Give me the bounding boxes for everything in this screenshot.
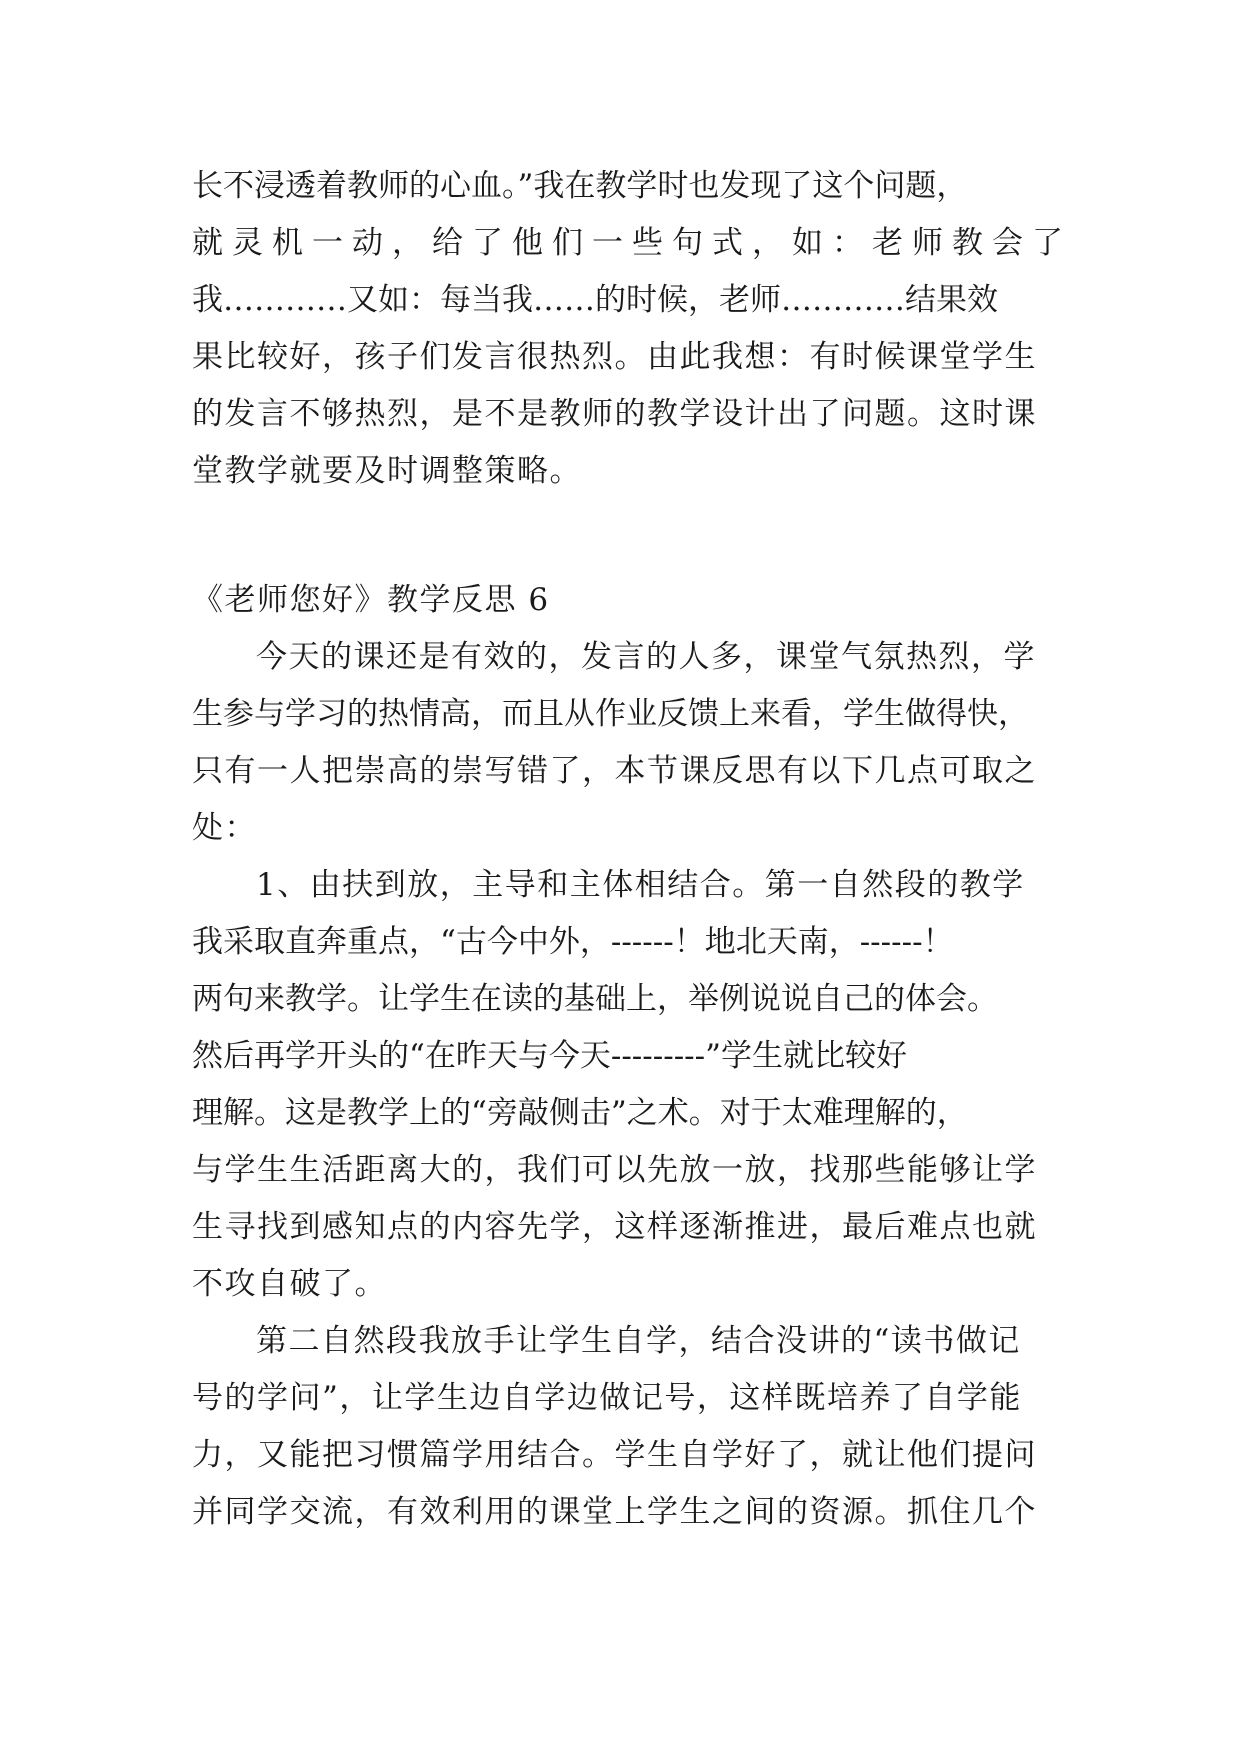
text-line: 并同学交流，有效利用的课堂上学生之间的资源。抓住几个 (192, 1494, 1037, 1530)
text-line: 的发言不够热烈，是不是教师的教学设计出了问题。这时课 (192, 396, 1037, 432)
text-line: 力，又能把习惯篇学用结合。学生自学好了，就让他们提问 (192, 1437, 1037, 1473)
text-line: 两句来教学。让学生在读的基础上，举例说说自己的体会。 (192, 981, 998, 1017)
section (192, 572, 1072, 1541)
text-line: 处： (192, 810, 257, 846)
text-line: 不攻自破了。 (192, 1266, 387, 1302)
text-line: 今天的课还是有效的，发言的人多，课堂气氛热烈，学 (256, 639, 1036, 675)
text-line: 号的学问”，让学生边自学边做记号，这样既培养了自学能 (192, 1380, 1022, 1416)
text-line: 堂教学就要及时调整策略。 (192, 453, 582, 489)
text-line: 长不浸透着教师的心血。”我在教学时也发现了这个问题， (192, 168, 968, 204)
continuation-paragraph (192, 158, 1072, 500)
text-line: 理解。这是教学上的“旁敲侧击”之术。对于太难理解的， (192, 1095, 968, 1131)
text-line: 与学生生活距离大的，我们可以先放一放，找那些能够让学 (192, 1152, 1037, 1188)
text-line: 1、由扶到放，主导和主体相结合。第一自然段的教学 (256, 867, 1025, 903)
text-line: 我采取直奔重点，“古今中外，------！地北天南，------！ (192, 924, 954, 960)
text-line: 生参与学习的热情高，而且从作业反馈上来看，学生做得快， (192, 696, 1029, 732)
text-line: 第二自然段我放手让学生自学，结合没讲的“读书做记 (256, 1323, 1021, 1359)
section-title: 《老师您好》教学反思 6 (192, 582, 550, 618)
text-line: 只有一人把崇高的崇写错了，本节课反思有以下几点可取之 (192, 753, 1037, 789)
text-line: 果比较好，孩子们发言很热烈。由此我想：有时候课堂学生 (192, 339, 1037, 375)
text-line: 然后再学开头的“在昨天与今天---------”学生就比较好 (192, 1038, 907, 1074)
text-line: 就灵机一动，给了他们一些句式，如：老师教会了 (192, 225, 1072, 261)
text-line: 我…………又如：每当我……的时候，老师…………结果效 (192, 282, 998, 318)
text-line: 生寻找到感知点的内容先学，这样逐渐推进，最后难点也就 (192, 1209, 1037, 1245)
